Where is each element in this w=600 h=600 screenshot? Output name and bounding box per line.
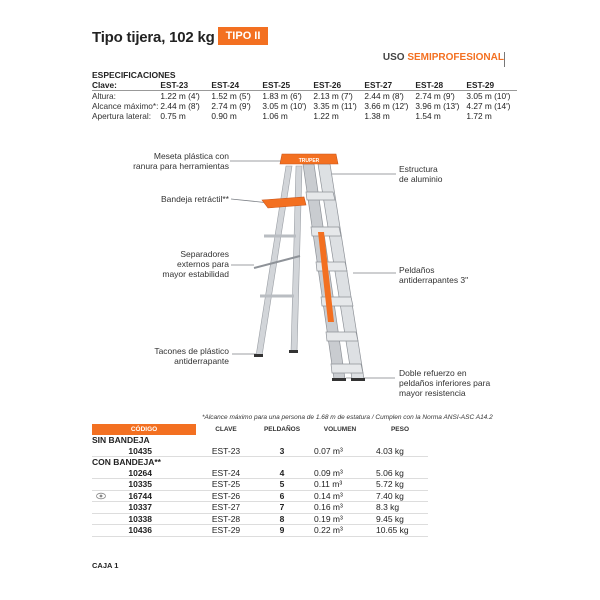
specs-cell: 3.96 m (13') — [415, 101, 460, 111]
cell-peso: 9.45 kg — [372, 513, 428, 525]
col-header-volumen: VOLUMEN — [308, 424, 372, 435]
specs-cell: 1.83 m (6') — [262, 91, 302, 101]
specs-cell: EST-29 — [466, 80, 517, 91]
callout-peldanos — [399, 265, 468, 285]
cell-codigo: 10337 — [92, 502, 196, 514]
cell-volumen: 0.09 m³ — [308, 468, 372, 479]
specs-cell: 2.74 m (9') — [415, 91, 455, 101]
col-header-peso: PESO — [372, 424, 428, 435]
table-row — [92, 502, 428, 514]
specs-cell: 4.27 m (14') — [466, 101, 511, 111]
cell-peso: 8.3 kg — [372, 502, 428, 514]
specs-label: Clave: — [92, 80, 160, 91]
specs-label: Alcance máximo*: — [92, 101, 159, 111]
specs-cell: EST-23 — [160, 80, 211, 91]
callout-line: ranura para herramientas — [133, 161, 229, 171]
cell-peldanos: 9 — [256, 525, 308, 537]
products-header — [92, 424, 428, 435]
cell-peldanos: 5 — [256, 479, 308, 491]
specs-cell: 3.35 m (11') — [313, 101, 357, 111]
specs-cell: 2.13 m (7') — [313, 91, 353, 101]
specs-cell: EST-27 — [364, 80, 415, 91]
specs-cell: 1.06 m — [262, 111, 288, 121]
specs-cell: EST-25 — [262, 80, 313, 91]
col-header-codigo: CÓDIGO — [92, 424, 196, 435]
col-header-clave: CLAVE — [196, 424, 256, 435]
group-label-sin: SIN BANDEJA — [92, 435, 150, 445]
cell-codigo: 10335 — [92, 479, 196, 491]
callout-line: antiderrapante — [174, 356, 229, 366]
callout-line: externos para — [177, 259, 229, 269]
callout-line: Meseta plástica con — [153, 151, 229, 161]
callout-line: Peldaños — [399, 265, 435, 275]
table-row — [92, 525, 428, 537]
cell-codigo: 10436 — [92, 525, 196, 537]
specs-cell: 3.05 m (10') — [262, 101, 307, 111]
rear-leg-right — [291, 166, 302, 352]
col-header-peldanos: PELDAÑOS — [256, 424, 308, 435]
specs-cell: EST-26 — [313, 80, 364, 91]
table-row — [92, 490, 428, 502]
callout-line: de aluminio — [399, 174, 443, 184]
callout-line: Tacones de plástico — [154, 346, 229, 356]
table-row — [92, 446, 428, 457]
page-title: Tipo tijera, 102 kg — [92, 29, 215, 46]
cell-peso: 4.03 kg — [372, 446, 428, 457]
specs-cell: 2.44 m (8') — [364, 91, 404, 101]
specs-label: Altura: — [92, 91, 116, 101]
table-row — [92, 468, 428, 479]
cell-codigo: 10264 — [92, 468, 196, 479]
cell-clave: EST-26 — [196, 490, 256, 502]
products-table — [92, 424, 428, 537]
cell-peso: 5.72 kg — [372, 479, 428, 491]
cell-volumen: 0.16 m³ — [308, 502, 372, 514]
cell-volumen: 0.07 m³ — [308, 446, 372, 457]
cell-peldanos: 6 — [256, 490, 308, 502]
specs-cell: EST-24 — [211, 80, 262, 91]
cell-peldanos: 8 — [256, 513, 308, 525]
group-row — [92, 435, 428, 446]
group-row — [92, 457, 428, 468]
specs-cell: 2.44 m (8') — [160, 101, 200, 111]
uso-level: SEMIPROFESIONAL — [407, 52, 504, 63]
eye-icon[interactable] — [96, 492, 106, 500]
specs-cell: 1.22 m — [313, 111, 339, 121]
cell-codigo: 16744 — [92, 490, 196, 502]
cell-clave: EST-29 — [196, 525, 256, 537]
cell-volumen: 0.22 m³ — [308, 525, 372, 537]
cell-peso: 7.40 kg — [372, 490, 428, 502]
cell-clave: EST-23 — [196, 446, 256, 457]
specs-cell: 1.38 m — [364, 111, 390, 121]
footnote: *Alcance máximo para una persona de 1.68 m de estatura / Cumplen con la Norma ANSI-ASC A14.2 — [202, 414, 493, 421]
specs-cell: 0.90 m — [211, 111, 237, 121]
callout-line: Estructura — [399, 164, 438, 174]
tipo-badge: TIPO II — [218, 27, 268, 45]
table-row — [92, 513, 428, 525]
rear-leg-left — [256, 166, 292, 356]
specs-cell: 0.75 m — [160, 111, 186, 121]
callout-line: peldaños inferiores para — [399, 378, 491, 388]
callout-tacones — [154, 346, 229, 366]
callout-meseta — [133, 151, 229, 171]
specs-label: Apertura lateral: — [92, 111, 152, 121]
cell-peso: 5.06 kg — [372, 468, 428, 479]
callout-line: Bandeja retráctil** — [160, 194, 229, 204]
specs-cell: 1.72 m — [466, 111, 492, 121]
uso-prefix: USO — [382, 52, 405, 63]
cell-peldanos: 7 — [256, 502, 308, 514]
callout-line: mayor estabilidad — [162, 269, 229, 279]
cell-codigo: 10338 — [92, 513, 196, 525]
group-label-con: CON BANDEJA** — [92, 457, 161, 467]
cell-codigo: 10435 — [92, 446, 196, 457]
cell-clave: EST-27 — [196, 502, 256, 514]
cell-volumen: 0.14 m³ — [308, 490, 372, 502]
specs-cell: 1.54 m — [415, 111, 441, 121]
cell-peldanos: 3 — [256, 446, 308, 457]
callout-refuerzo — [399, 368, 490, 398]
cell-clave: EST-28 — [196, 513, 256, 525]
table-row — [92, 479, 428, 491]
specs-title: ESPECIFICACIONES — [92, 70, 176, 80]
cell-volumen: 0.19 m³ — [308, 513, 372, 525]
specs-cell: 3.66 m (12') — [364, 101, 409, 111]
cell-peso: 10.65 kg — [372, 525, 428, 537]
specs-cell: 3.05 m (10') — [466, 91, 511, 101]
callout-estructura — [399, 164, 442, 184]
caja-label: CAJA 1 — [92, 561, 119, 570]
callout-bandeja — [161, 194, 229, 204]
callout-separadores — [162, 249, 229, 279]
specs-cell: EST-28 — [415, 80, 466, 91]
cell-volumen: 0.11 m³ — [308, 479, 372, 491]
callout-line: Separadores — [180, 249, 229, 259]
cell-peldanos: 4 — [256, 468, 308, 479]
callout-line: Doble refuerzo en — [399, 368, 467, 378]
specs-cell: 2.74 m (9') — [211, 101, 251, 111]
cell-clave: EST-25 — [196, 479, 256, 491]
callout-line: antiderrapantes 3" — [399, 275, 469, 285]
cell-clave: EST-24 — [196, 468, 256, 479]
specs-cell: 1.22 m (4') — [160, 91, 200, 101]
callout-line: mayor resistencia — [399, 388, 466, 398]
specs-cell: 1.52 m (5') — [211, 91, 251, 101]
brand-logo: TRUPER — [298, 158, 320, 164]
